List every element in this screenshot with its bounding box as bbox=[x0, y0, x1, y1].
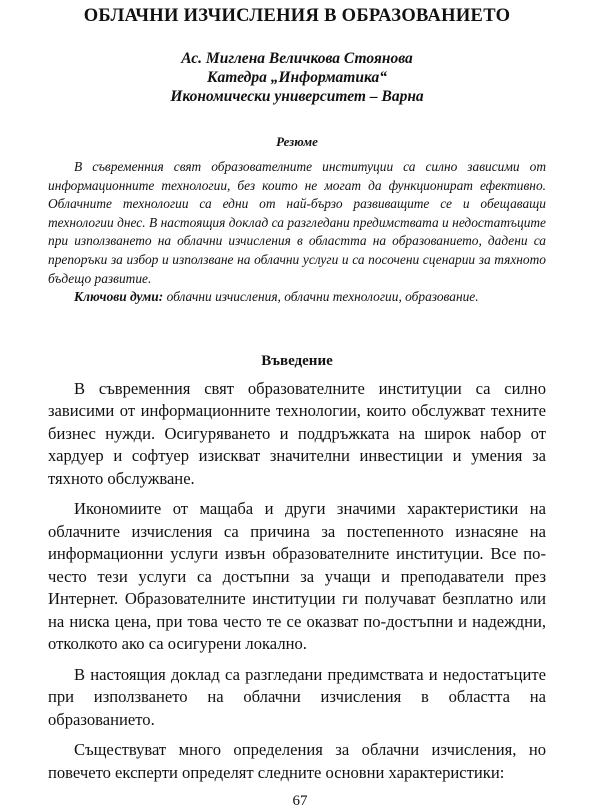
paper-title: ОБЛАЧНИ ИЗЧИСЛЕНИЯ В ОБРАЗОВАНИЕТО bbox=[83, 6, 511, 26]
author-university: Икономически университет – Варна bbox=[170, 88, 424, 105]
page-number: 67 bbox=[292, 793, 308, 809]
body-paragraph: Икономиите от мащаба и други значими характеристики на облачните изчисления са причина за постепенното изнасяне на информационни услуги извън образователните институции. Все по-често тези услуги са достъпни за учащи и преподаватели през Интернет. Образователните институции ги получават безплатно или на ниска цена, при това често те се оказват по-достъпни и надеждни, отколкото ако са осигурени локално. bbox=[48, 499, 546, 654]
body-paragraph: В настоящия доклад са разгледани предимствата и недостатъците при използването на облачни изчисления в областта на образованието. bbox=[48, 664, 546, 729]
paper-page bbox=[0, 6, 600, 809]
author-name: Ас. Миглена Величкова Стоянова bbox=[181, 50, 413, 67]
body-paragraph: Съществуват много определения за облачни изчисления, но повечето експерти определят следните основни характеристики: bbox=[48, 740, 546, 782]
keywords-label: Ключови думи: bbox=[74, 289, 164, 305]
abstract-text: В съвременния свят образователните институции са силно зависими от информационните технологии, без които не могат да функционират ефективно. Облачните технологии са едни от най-бързо развиващите се и обещаващи технологии днес. В настоящия доклад са разгледани предимствата и недостатъците при използването на облачни изчисления в областта на образованието, дадени са препоръки за избор и използване на облачни услуги и са посочени сценарии за тяхното бъдещо развитие. bbox=[48, 159, 546, 286]
keywords-line bbox=[48, 288, 546, 307]
author-block bbox=[48, 49, 546, 106]
body-paragraph: В съвременния свят образователните институции са силно зависими от информационните технологии, които обслужват техните бизнес нужди. Осигуряването и поддръжката на широк набор от хардуер и софтуер изискват значителни инвестиции и умения за тяхното обслужване. bbox=[48, 378, 546, 488]
author-department: Катедра „Информатика“ bbox=[207, 69, 387, 86]
abstract-heading: Резюме bbox=[276, 134, 318, 149]
section-heading: Въведение bbox=[261, 352, 333, 369]
keywords-text: облачни изчисления, облачни технологии, образование. bbox=[166, 289, 479, 305]
